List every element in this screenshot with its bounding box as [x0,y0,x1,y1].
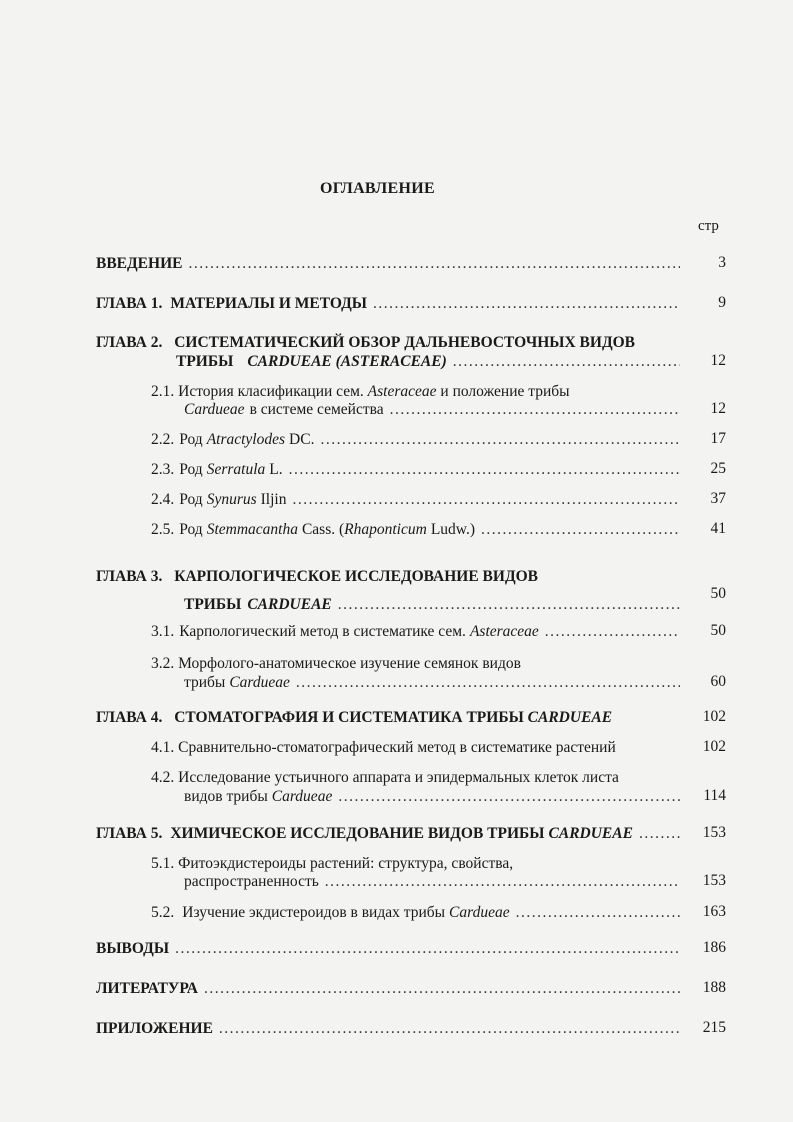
toc-page-number: 25 [710,460,726,477]
chapter-title: СТОМАТОГРАФИЯ И СИСТЕМАТИКА ТРИБЫ [174,709,524,726]
section-number: 4.1. [151,739,175,756]
chapter-title: КАРПОЛОГИЧЕСКОЕ ИССЛЕДОВАНИЕ ВИДОВ [174,568,538,585]
section-text: и положение трибы [440,383,570,400]
section-text: Карпологический метод в систематике сем. [179,623,466,640]
toc-entry-2-2[interactable] [151,430,686,450]
section-text: Фитоэкдистероиды растений: структура, свойства, [178,855,514,872]
leader-dots [292,490,680,510]
section-number: 2.1. [151,383,175,400]
leader-dots [296,673,680,693]
leader-dots [289,460,680,480]
toc-page-number: 114 [703,787,726,804]
section-number: 4.2. [151,769,175,786]
leader-dots [338,787,680,807]
chapter-title-latin: CARDUEAE [548,825,633,842]
leader-dots [204,979,680,999]
toc-entry-chapter-5[interactable] [96,824,686,844]
section-number: 3.2. [151,655,175,672]
chapter-title-latin: CARDUEAE [247,596,332,613]
leader-dots [545,622,680,642]
toc-entry-chapter-1[interactable] [96,294,686,314]
toc-page-number: 50 [710,585,726,602]
toc-entry-conclusions[interactable] [96,939,686,959]
section-text-latin: Cardueae [229,674,290,691]
page-title: ОГЛАВЛЕНИЕ [320,180,435,197]
section-text-latin: Synurus [206,491,257,508]
section-text-latin: Asteraceae [469,623,539,640]
section-number: 5.2. [151,904,175,921]
toc-page-number: 50 [710,622,726,639]
toc-entry-label: ПРИЛОЖЕНИЕ [96,1020,213,1037]
toc-page-number: 153 [702,872,726,889]
toc-entry-label: ЛИТЕРАТУРА [96,980,198,997]
section-number: 2.4. [151,491,175,508]
section-text: Сравнительно-стоматографический метод в систематике растений [178,739,616,756]
toc-entry-appendix[interactable] [96,1019,686,1039]
toc-entry-5-1-line2[interactable] [184,872,686,892]
toc-entry-label: ВЫВОДЫ [96,940,170,957]
section-number: 2.2. [151,431,175,448]
toc-entry-label: ВВЕДЕНИЕ [96,255,183,272]
chapter-prefix: ГЛАВА 2. [96,334,163,351]
section-number: 5.1. [151,855,175,872]
toc-entry-2-1-line1[interactable] [151,383,570,401]
section-text-latin: Serratula [206,461,266,478]
section-number: 2.5. [151,521,175,538]
chapter-prefix: ГЛАВА 1. [96,295,163,312]
toc-page-number: 60 [710,673,726,690]
section-text: Род [179,461,203,478]
section-text: Изучение экдистероидов в видах трибы [182,904,446,921]
chapter-title: ХИМИЧЕСКОЕ ИССЛЕДОВАНИЕ ВИДОВ ТРИБЫ [170,825,545,842]
section-number: 2.3. [151,461,175,478]
toc-entry-chapter-3-line1[interactable] [96,568,538,586]
toc-entry-chapter-2-line1[interactable] [96,334,635,352]
section-text: трибы [184,674,226,691]
chapter-title: СИСТЕМАТИЧЕСКИЙ ОБЗОР ДАЛЬНЕВОСТОЧНЫХ ВИДОВ [174,334,636,351]
chapter-title-cont: ТРИБЫ [184,596,242,613]
toc-page-number: 102 [702,738,726,755]
toc-page-number: 186 [702,939,726,956]
toc-page-number: 163 [702,903,726,920]
leader-dots [516,903,680,923]
section-text: История класификации сем. [178,383,364,400]
toc-page-number: 153 [702,824,726,841]
leader-dots [338,595,680,615]
leader-dots [175,939,680,959]
toc-page-number: 102 [702,708,726,725]
section-text: Cass. ( [301,521,345,538]
section-text-latin: Asteraceae [367,383,437,400]
toc-entry-3-2-line2[interactable] [184,673,686,693]
leader-dots [390,400,680,420]
toc-page-number: 215 [702,1019,726,1036]
section-text: Род [179,521,203,538]
toc-entry-literature[interactable] [96,979,686,999]
chapter-title-latin: CARDUEAE (ASTERACEAE) [247,353,447,370]
section-text: в системе семейства [249,401,384,418]
toc-page-number: 3 [718,254,726,271]
chapter-prefix: ГЛАВА 5. [96,825,163,842]
leader-dots [188,254,680,274]
section-text: Род [179,431,203,448]
toc-entry-4-1[interactable] [151,739,616,757]
section-text-latin: Cardueae [184,401,245,418]
section-text-latin: Atractylodes [206,431,286,448]
section-number: 3.1. [151,623,175,640]
toc-page-number: 188 [702,979,726,996]
section-text-latin: Stemmacantha [206,521,298,538]
chapter-title-cont: ТРИБЫ [176,353,234,370]
leader-dots [453,352,680,372]
chapter-prefix: ГЛАВА 3. [96,568,163,585]
page-column-label: стр [698,218,719,234]
toc-page-number: 41 [710,520,726,537]
toc-entry-4-2-line1[interactable] [151,769,619,787]
section-text-latin: Rhaponticum [344,521,427,538]
toc-entry-chapter-2-line2[interactable] [176,352,686,372]
toc-entry-5-2[interactable] [151,903,686,923]
leader-dots [320,430,680,450]
toc-entry-chapter-4[interactable] [96,709,612,727]
toc-entry-2-5[interactable] [151,520,686,540]
section-text: L. [269,461,283,478]
toc-page-number: 37 [710,490,726,507]
toc-page-number: 12 [710,352,726,369]
toc-page-number: 17 [710,430,726,447]
toc-entry-2-3[interactable] [151,460,686,480]
chapter-title: МАТЕРИАЛЫ И МЕТОДЫ [170,295,368,312]
section-text: распространенность [184,873,319,890]
section-text: Морфолого-анатомическое изучение семянок видов [178,655,521,672]
toc-entry-2-1-line2[interactable] [184,400,686,420]
section-text: Iljin [260,491,287,508]
toc-entry-intro[interactable] [96,254,686,274]
section-text: Исследование устьичного аппарата и эпидермальных клеток листа [178,769,619,786]
leader-dots [373,294,680,314]
toc-entry-chapter-3-line2[interactable] [184,595,686,615]
section-text: Род [179,491,203,508]
toc-entry-2-4[interactable] [151,490,686,510]
toc-entry-3-1[interactable] [151,622,686,642]
section-text: DC. [289,431,315,448]
chapter-title-latin: CARDUEAE [527,709,613,726]
toc-entry-3-2-line1[interactable] [151,655,521,673]
toc-entry-4-2-line2[interactable] [184,787,686,807]
toc-entry-5-1-line1[interactable] [151,855,513,873]
section-text: Ludw.) [430,521,476,538]
section-text-latin: Cardueae [449,904,510,921]
section-text-latin: Cardueae [271,788,333,805]
toc-page-number: 12 [710,400,726,417]
chapter-prefix: ГЛАВА 4. [96,709,163,726]
leader-dots [639,824,680,844]
section-text: видов трибы [184,788,268,805]
leader-dots [219,1019,680,1039]
leader-dots [325,872,680,892]
toc-page-number: 9 [718,294,726,311]
leader-dots [481,520,680,540]
